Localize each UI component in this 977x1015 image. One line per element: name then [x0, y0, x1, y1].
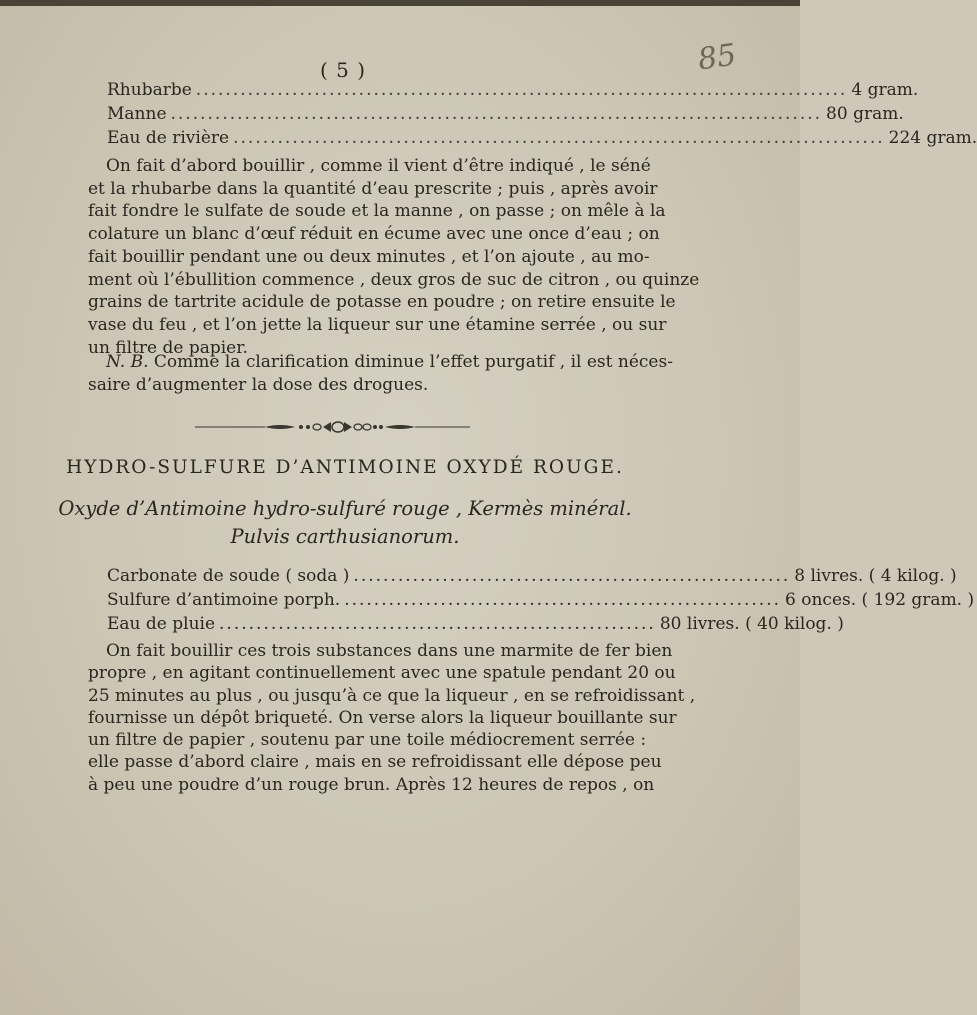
ingredient-row — [107, 590, 975, 614]
note-text: Comme la clarification diminue l’effet purgatif , il est néces- — [153, 352, 673, 372]
note-label: N. B. — [106, 352, 149, 372]
text-line: 25 minutes au plus , ou jusqu’à ce que la liqueur , en se refroidissant , — [88, 685, 696, 706]
ingredient-row — [107, 104, 904, 128]
text-line: fait fondre le sulfate de soude et la manne , on passe ; on mêle à la — [88, 201, 666, 222]
text-line: et la rhubarbe dans la quantité d’eau prescrite ; puis , après avoir — [88, 178, 658, 199]
dot-leader: ........................................................................................ — [170, 104, 823, 124]
text-line: On fait d’abord bouillir , comme il vient d’être indiqué , le séné — [106, 156, 651, 176]
ingredient-row — [107, 614, 844, 638]
ingredient-name: Sulfure d’antimoine porph. — [107, 590, 341, 610]
text-line: à peu une poudre d’un rouge brun. Après 12 heures de repos , on — [88, 774, 655, 795]
ingredient-amount: 8 livres. ( 4 kilog. ) — [794, 566, 957, 586]
text-line: fournisse un dépôt briqueté. On verse alors la liqueur bouillante sur — [88, 707, 677, 728]
ingredient-name: Rhubarbe — [107, 80, 192, 100]
text-line — [88, 351, 673, 374]
ingredient-name: Eau de rivière — [107, 128, 230, 148]
text-line: fait bouillir pendant une ou deux minutes , et l’on ajoute , au mo- — [88, 246, 650, 267]
ingredient-row — [107, 128, 977, 152]
ingredient-amount: 4 gram. — [851, 80, 919, 100]
text-line: ment où l’ébullition commence , deux gros de suc de citron , ou quinze — [88, 269, 700, 290]
dot-leader: ........................................................................................ — [195, 80, 848, 100]
dot-leader: ........................................................................................ — [233, 128, 885, 148]
note-paragraph — [88, 351, 673, 396]
text-line: un filtre de papier , soutenu par une toile médiocrement serrée : — [88, 730, 647, 751]
ingredient-row — [107, 566, 957, 590]
text-line: un filtre de papier. — [88, 337, 248, 358]
page-top-edge — [0, 0, 800, 6]
text-line: vase du feu , et l’on jette la liqueur sur une étamine serrée , ou sur — [88, 314, 667, 335]
ingredient-row — [107, 80, 919, 104]
page-number: ( 5 ) — [320, 58, 367, 82]
decorative-rule-ornament — [195, 420, 470, 434]
section-title: HYDRO-SULFURE D’ANTIMOINE OXYDÉ ROUGE. — [66, 457, 624, 478]
paragraph-preparation — [88, 155, 700, 359]
text-line: On fait bouillir ces trois substances dans une marmite de fer bien — [106, 641, 673, 661]
ingredient-name: Manne — [107, 104, 167, 124]
ingredient-amount: 224 gram. — [888, 128, 977, 148]
text-line: elle passe d’abord claire , mais en se refroidissant elle dépose peu — [88, 752, 662, 773]
text-line: colature un blanc d’œuf réduit en écume avec une once d’eau ; on — [88, 224, 660, 245]
handwritten-marginal-note: 85 — [695, 37, 739, 78]
ingredient-amount: 6 onces. ( 192 gram. ) — [785, 590, 975, 610]
ingredient-name: Carbonate de soude ( soda ) — [107, 566, 350, 586]
ingredient-amount: 80 gram. — [826, 104, 904, 124]
paragraph-kermes-preparation — [88, 640, 696, 796]
dot-leader: ........................................................... — [344, 590, 782, 610]
ingredient-amount: 80 livres. ( 40 kilog. ) — [659, 614, 844, 634]
text-line: saire d’augmenter la dose des drogues. — [88, 374, 429, 395]
ingredient-name: Eau de pluie — [107, 614, 216, 634]
text-line: grains de tartrite acidule de potasse en poudre ; on retire ensuite le — [88, 292, 676, 313]
section-subtitle-latin: Pulvis carthusianorum. — [230, 525, 460, 548]
section-subtitle: Oxyde d’Antimoine hydro-sulfuré rouge , Kermès minéral. — [58, 497, 632, 520]
text-line: propre , en agitant continuellement avec une spatule pendant 20 ou — [88, 663, 676, 684]
dot-leader: ........................................................... — [219, 614, 656, 634]
dot-leader: ........................................................... — [353, 566, 791, 586]
